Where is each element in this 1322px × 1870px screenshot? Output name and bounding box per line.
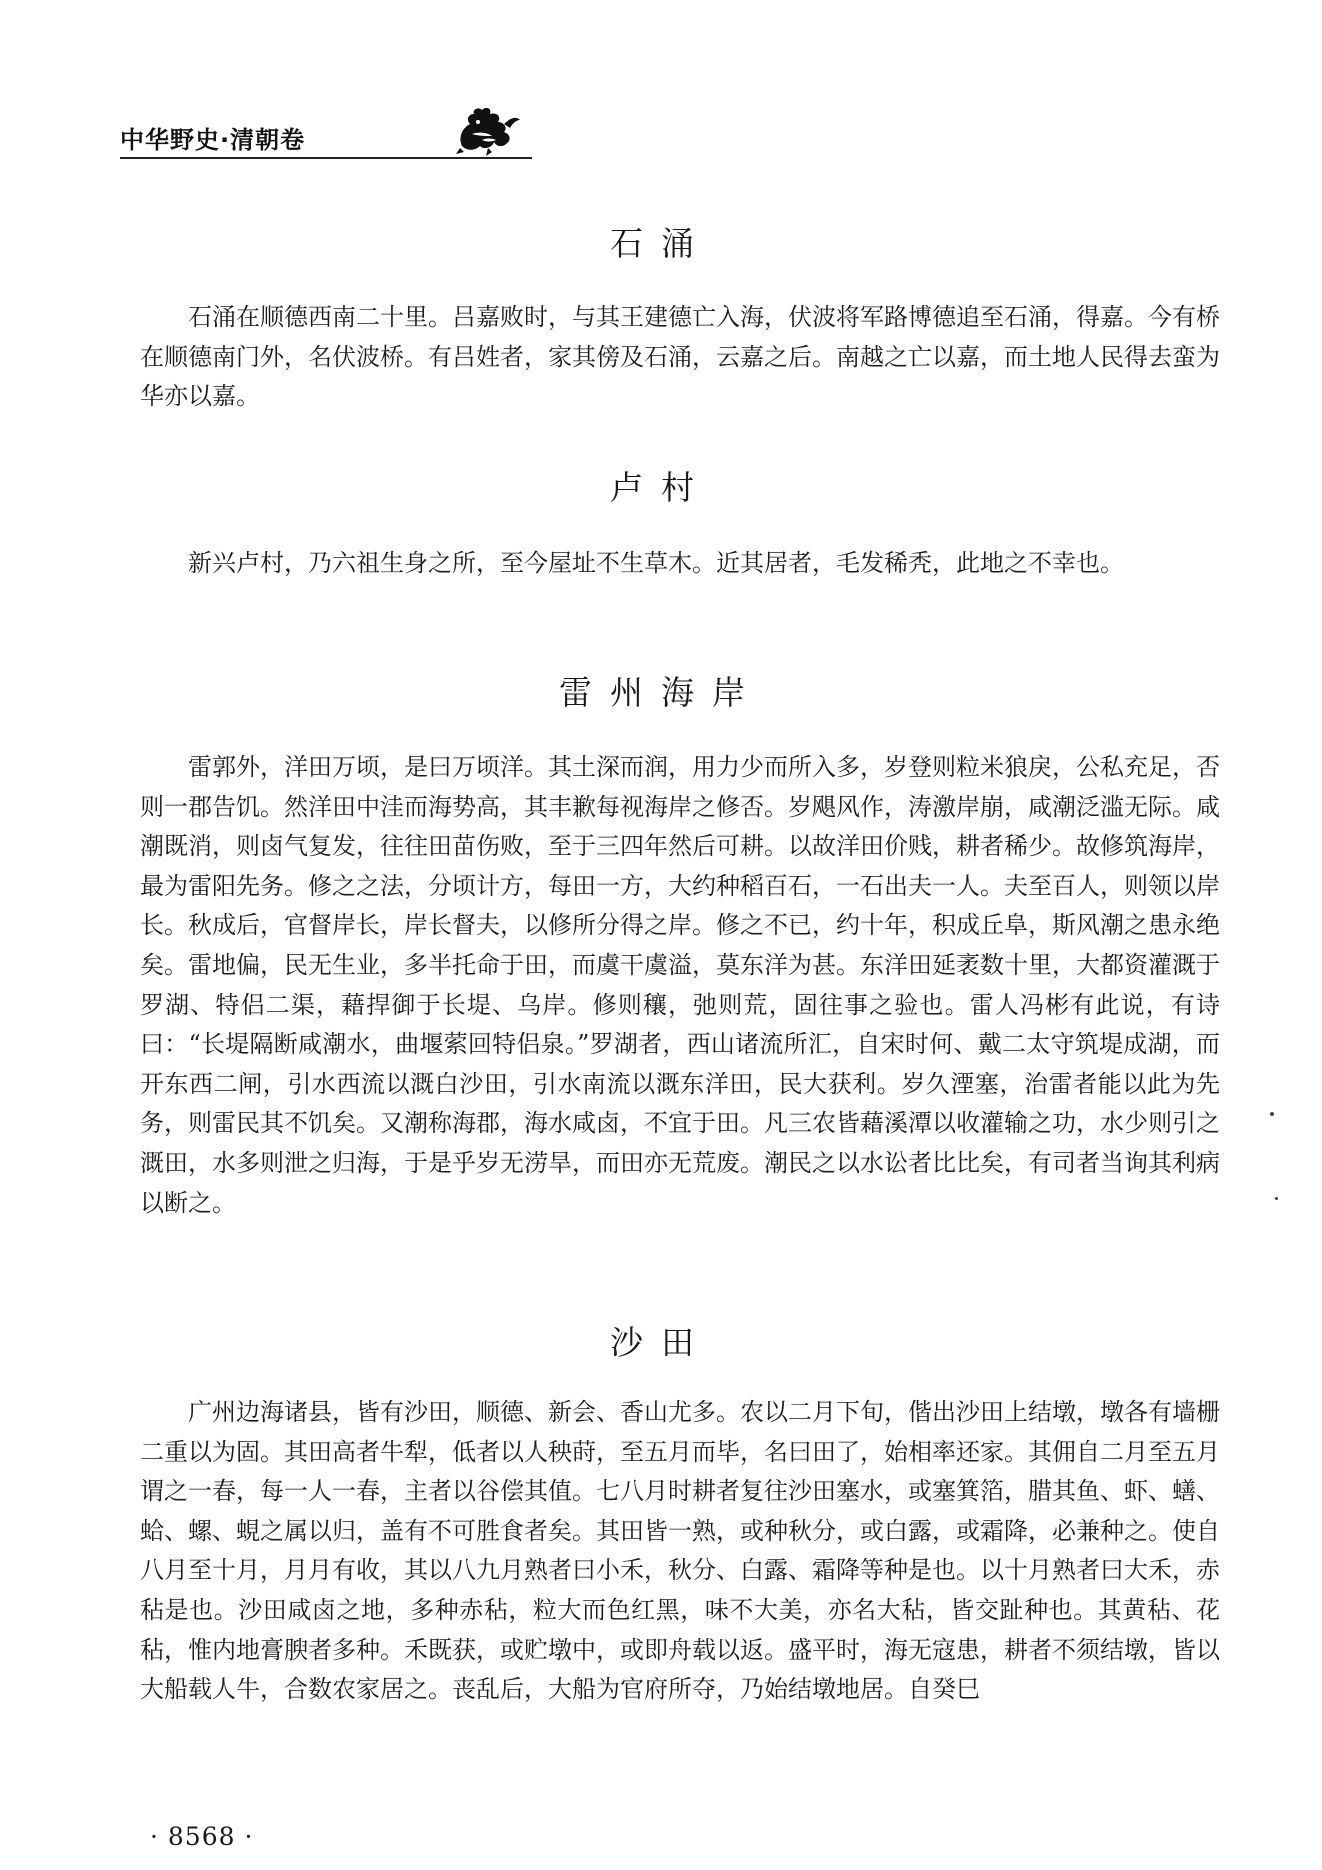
section-paragraph: 新兴卢村，乃六祖生身之所，至今屋址不生草木。近其居者，毛发稀秃，此地之不幸也。	[188, 549, 1124, 577]
section-paragraph: 雷郭外，洋田万顷，是曰万顷洋。其土深而润，用力少而所入多，岁登则粒米狼戾，公私充足，否则一郡告饥。然洋田中洼而海势高，其丰歉每视海岸之修否。岁飓风作，涛激岸崩，咸潮泛滥无际。咸潮既消，则卤气复发，往往田苗伤败，至于三四年然后可耕。以故洋田价贱，耕者稀少。故修筑海岸，最为雷阳先务。修之之法，分顷计方，每田一方，大约种稻百石，一石出夫一人。夫至百人，则领以岸长。秋成后，官督岸长，岸长督夫，以修所分得之岸。修之不已，约十年，积成丘阜，斯风潮之患永绝矣。雷地偏，民无生业，多半托命于田，而虞干虞溢，莫东洋为甚。东洋田延袤数十里，大都资灌溉于罗湖、特侣二渠，藉捍御于长堤、乌岸。修则穰，弛则荒，固往事之验也。雷人冯彬有此说，有诗曰：“长堤隔断咸潮水，曲堰萦回特侣泉。”罗湖者，西山诸流所汇，自宋时何、戴二太守筑堤成湖，而开东西二闸，引水西流以溉白沙田，引水南流以溉东洋田，民大获利。岁久湮塞，治雷者能以此为先务，则雷民其不饥矣。又潮称海郡，海水咸卤，不宜于田。凡三农皆藉溪潭以收灌输之功，水少则引之溉田，水多则泄之归海，于是乎岁无涝旱，而田亦无荒废。潮民之以水讼者比比矣，有司者当询其利病以断之。	[140, 753, 1220, 1217]
section-title: 卢村	[610, 468, 712, 507]
section-title: 沙田	[610, 1323, 712, 1362]
scan-speck	[1275, 1197, 1278, 1200]
section-paragraph: 石涌在顺德西南二十里。吕嘉败时，与其王建德亡入海，伏波将军路博德追至石涌，得嘉。今有桥在顺德南门外，名伏波桥。有吕姓者，家其傍及石涌，云嘉之后。南越之亡以嘉，而土地人民得去蛮为华亦以嘉。	[140, 303, 1220, 411]
scan-speck	[1270, 1112, 1274, 1116]
book-title: 中华野史·清朝卷	[120, 126, 306, 154]
section-title: 石涌	[610, 224, 712, 263]
section-title: 雷州海岸	[559, 673, 763, 712]
section-paragraph: 广州边海诸县，皆有沙田，顺德、新会、香山尤多。农以二月下旬，偕出沙田上结墩，墩各有墙栅二重以为固。其田高者牛犁，低者以人秧莳，至五月而毕，名曰田了，始相率还家。其佣自二月至五月谓之一春，每一人一春，主者以谷偿其值。七八月时耕者复往沙田塞水，或塞箕箔，腊其鱼、虾、蟮、蛤、螺、蜆之属以归，盖有不可胜食者矣。其田皆一熟，或种秋分，或白露，或霜降，必兼种之。使自八月至十月，月月有收，其以八九月熟者曰小禾，秋分、白露、霜降等种是也。以十月熟者曰大禾，赤秥是也。沙田咸卤之地，多种赤秥，粒大而色红黑，味不大美，亦名大秥，皆交趾种也。其黄秥、花秥，惟内地膏腴者多种。禾既获，或贮墩中，或即舟载以返。盛平时，海无寇患，耕者不须结墩，皆以大船载人牛，合数农家居之。丧乱后，大船为官府所夺，乃始结墩地居。自癸巳	[140, 1398, 1220, 1704]
dragon-emblem-icon	[452, 102, 524, 158]
header-rule	[120, 157, 532, 159]
page-number: · 8568 ·	[150, 1822, 254, 1851]
